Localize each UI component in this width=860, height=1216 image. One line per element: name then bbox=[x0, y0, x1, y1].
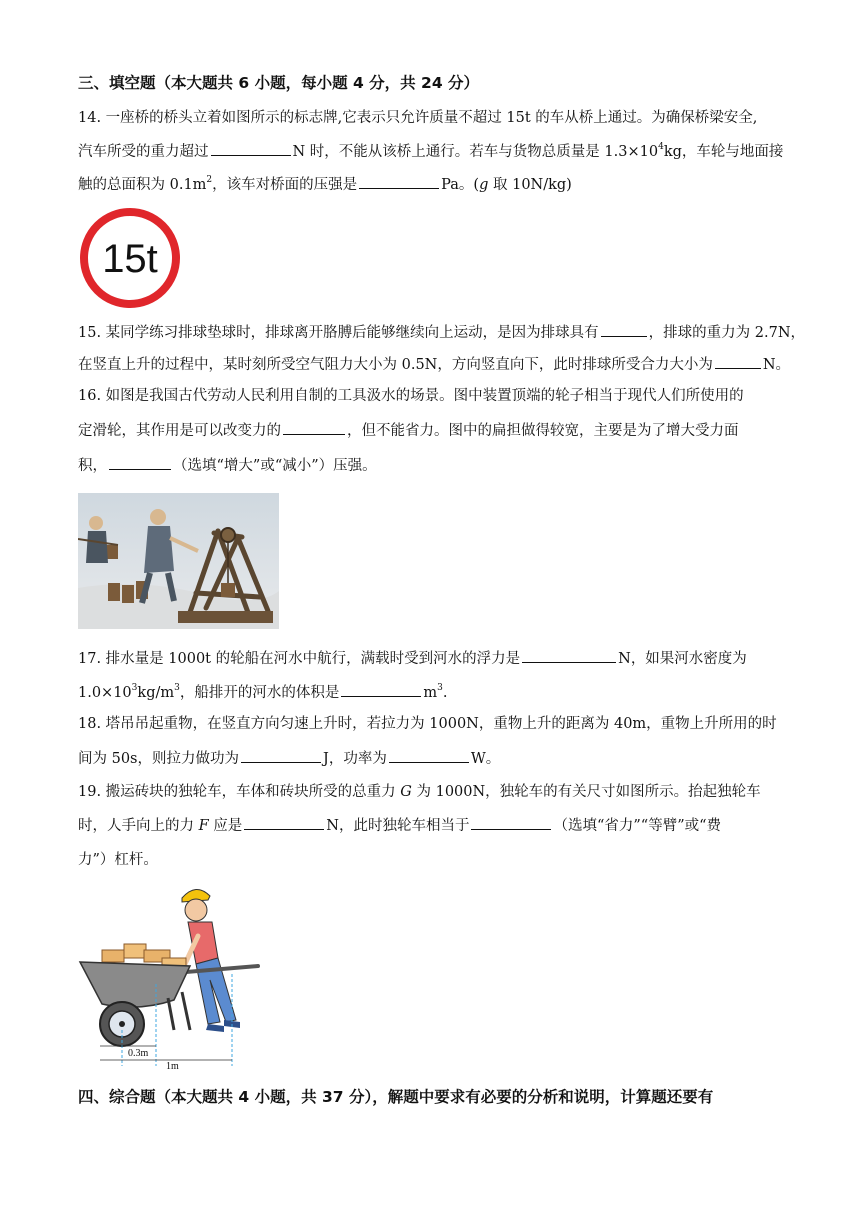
q15-text: 在竖直上升的过程中，某时刻所受空气阻力大小为 0.5N，方向竖直向下，此时排球所受合力大小为 bbox=[78, 357, 713, 373]
answer-blank[interactable] bbox=[283, 420, 345, 435]
answer-blank[interactable] bbox=[389, 748, 469, 763]
q15-text: N。 bbox=[762, 357, 791, 373]
q17-line-2 bbox=[78, 682, 447, 703]
q18-line-1: 18. 塔吊吊起重物，在竖直方向匀速上升时，若拉力为 1000N，重物上升的距离为 40m，重物上升所用的时 bbox=[78, 716, 777, 732]
wheelbarrow-graphic bbox=[78, 880, 268, 1070]
q15-line-1 bbox=[78, 322, 805, 343]
symbol-f: F bbox=[198, 818, 209, 834]
wheelbarrow-illustration bbox=[78, 880, 268, 1070]
q14-text: Pa。( bbox=[441, 177, 480, 193]
superscript: 3 bbox=[437, 683, 443, 694]
answer-blank[interactable] bbox=[241, 748, 321, 763]
q17-text: ，船排开的河水的体积是 bbox=[179, 685, 340, 701]
q19-line-3: 力”）杠杆。 bbox=[78, 852, 158, 868]
q14-text: 汽车所受的重力超过 bbox=[78, 144, 209, 160]
answer-blank[interactable] bbox=[109, 455, 171, 470]
q19-text: N，此时独轮车相当于 bbox=[326, 818, 470, 834]
q17-text: N，如果河水密度为 bbox=[618, 651, 747, 667]
q16-text: ，但不能省力。图中的扁担做得较宽，主要是为了增大受力面 bbox=[347, 423, 739, 439]
q16-line-1: 16. 如图是我国古代劳动人民利用自制的工具汲水的场景。图中装置顶端的轮子相当于现代人们所使用的 bbox=[78, 388, 744, 404]
q18-text: J，功率为 bbox=[323, 751, 387, 767]
q16-text: 积， bbox=[78, 458, 107, 474]
q17-text: m bbox=[423, 685, 438, 701]
q14-text: ，该车对桥面的压强是 bbox=[212, 177, 358, 193]
q18-line-2 bbox=[78, 748, 500, 769]
q19-line-2 bbox=[78, 815, 721, 836]
superscript: 2 bbox=[206, 175, 213, 186]
q14-text: 取 10N/kg) bbox=[488, 177, 572, 193]
section-4-title: 四、综合题（本大题共 4 小题，共 37 分），解题中要求有必要的分析和说明，计算题还要有 bbox=[78, 1088, 714, 1106]
section-3-title: 三、填空题（本大题共 6 小题，每小题 4 分，共 24 分） bbox=[78, 74, 480, 92]
answer-blank[interactable] bbox=[715, 354, 761, 369]
q17-line-1 bbox=[78, 648, 747, 669]
water-drawing-graphic bbox=[78, 493, 279, 629]
superscript: 4 bbox=[658, 142, 664, 153]
q16-text: （选填“增大”或“减小”）压强。 bbox=[173, 458, 377, 474]
answer-blank[interactable] bbox=[244, 815, 324, 830]
q19-text: （选填“省力”“等臂”或“费 bbox=[553, 818, 722, 834]
q17-text: 17. 排水量是 1000t 的轮船在河水中航行，满载时受到河水的浮力是 bbox=[78, 651, 521, 667]
q19-text: 19. 搬运砖块的独轮车，车体和砖块所受的总重力 bbox=[78, 784, 401, 800]
dimension-label-0-3m: 0.3m bbox=[128, 1048, 149, 1059]
superscript: 3 bbox=[174, 683, 180, 694]
q16-line-2 bbox=[78, 420, 739, 441]
q19-text: 应是 bbox=[208, 818, 243, 834]
symbol-g: g bbox=[479, 177, 489, 193]
q14-text: N 时，不能从该桥上通行。若车与货物总质量是 1.3×10 bbox=[292, 144, 659, 160]
q19-line-1 bbox=[78, 782, 761, 802]
answer-blank[interactable] bbox=[522, 648, 616, 663]
q18-text: W。 bbox=[470, 751, 501, 767]
q16-line-3 bbox=[78, 455, 377, 476]
symbol-g: G bbox=[400, 784, 412, 800]
weight-limit-sign bbox=[80, 208, 180, 308]
q14-line-3 bbox=[78, 174, 572, 195]
water-drawing-illustration bbox=[78, 493, 279, 629]
q14-line-2 bbox=[78, 141, 783, 162]
q15-text: 15. 某同学练习排球垫球时，排球离开胳膊后能够继续向上运动，是因为排球具有 bbox=[78, 325, 599, 341]
q14-text: kg，车轮与地面接 bbox=[663, 144, 784, 160]
answer-blank[interactable] bbox=[471, 815, 551, 830]
q14-line-1: 14. 一座桥的桥头立着如图所示的标志牌,它表示只允许质量不超过 15t 的车从桥上通过。为确保桥梁安全, bbox=[78, 110, 758, 126]
q17-text: . bbox=[442, 685, 448, 701]
q18-text: 间为 50s，则拉力做功为 bbox=[78, 751, 240, 767]
q19-text: 为 1000N，独轮车的有关尺寸如图所示。抬起独轮车 bbox=[411, 784, 761, 800]
dimension-label-1m: 1m bbox=[166, 1061, 179, 1070]
q16-text: 定滑轮，其作用是可以改变力的 bbox=[78, 423, 281, 439]
q14-text: 触的总面积为 0.1m bbox=[78, 177, 207, 193]
sign-label: 15t bbox=[102, 237, 158, 281]
answer-blank[interactable] bbox=[359, 174, 439, 189]
answer-blank[interactable] bbox=[341, 682, 421, 697]
q17-text: 1.0×10 bbox=[78, 685, 132, 701]
superscript: 3 bbox=[131, 683, 138, 694]
answer-blank[interactable] bbox=[211, 141, 291, 156]
q19-text: 时，人手向上的力 bbox=[78, 818, 199, 834]
q17-text: kg/m bbox=[137, 685, 175, 701]
answer-blank[interactable] bbox=[601, 322, 647, 337]
sign-graphic bbox=[80, 208, 180, 308]
q15-line-2 bbox=[78, 354, 790, 375]
q15-text: ，排球的重力为 2.7N， bbox=[648, 325, 806, 341]
